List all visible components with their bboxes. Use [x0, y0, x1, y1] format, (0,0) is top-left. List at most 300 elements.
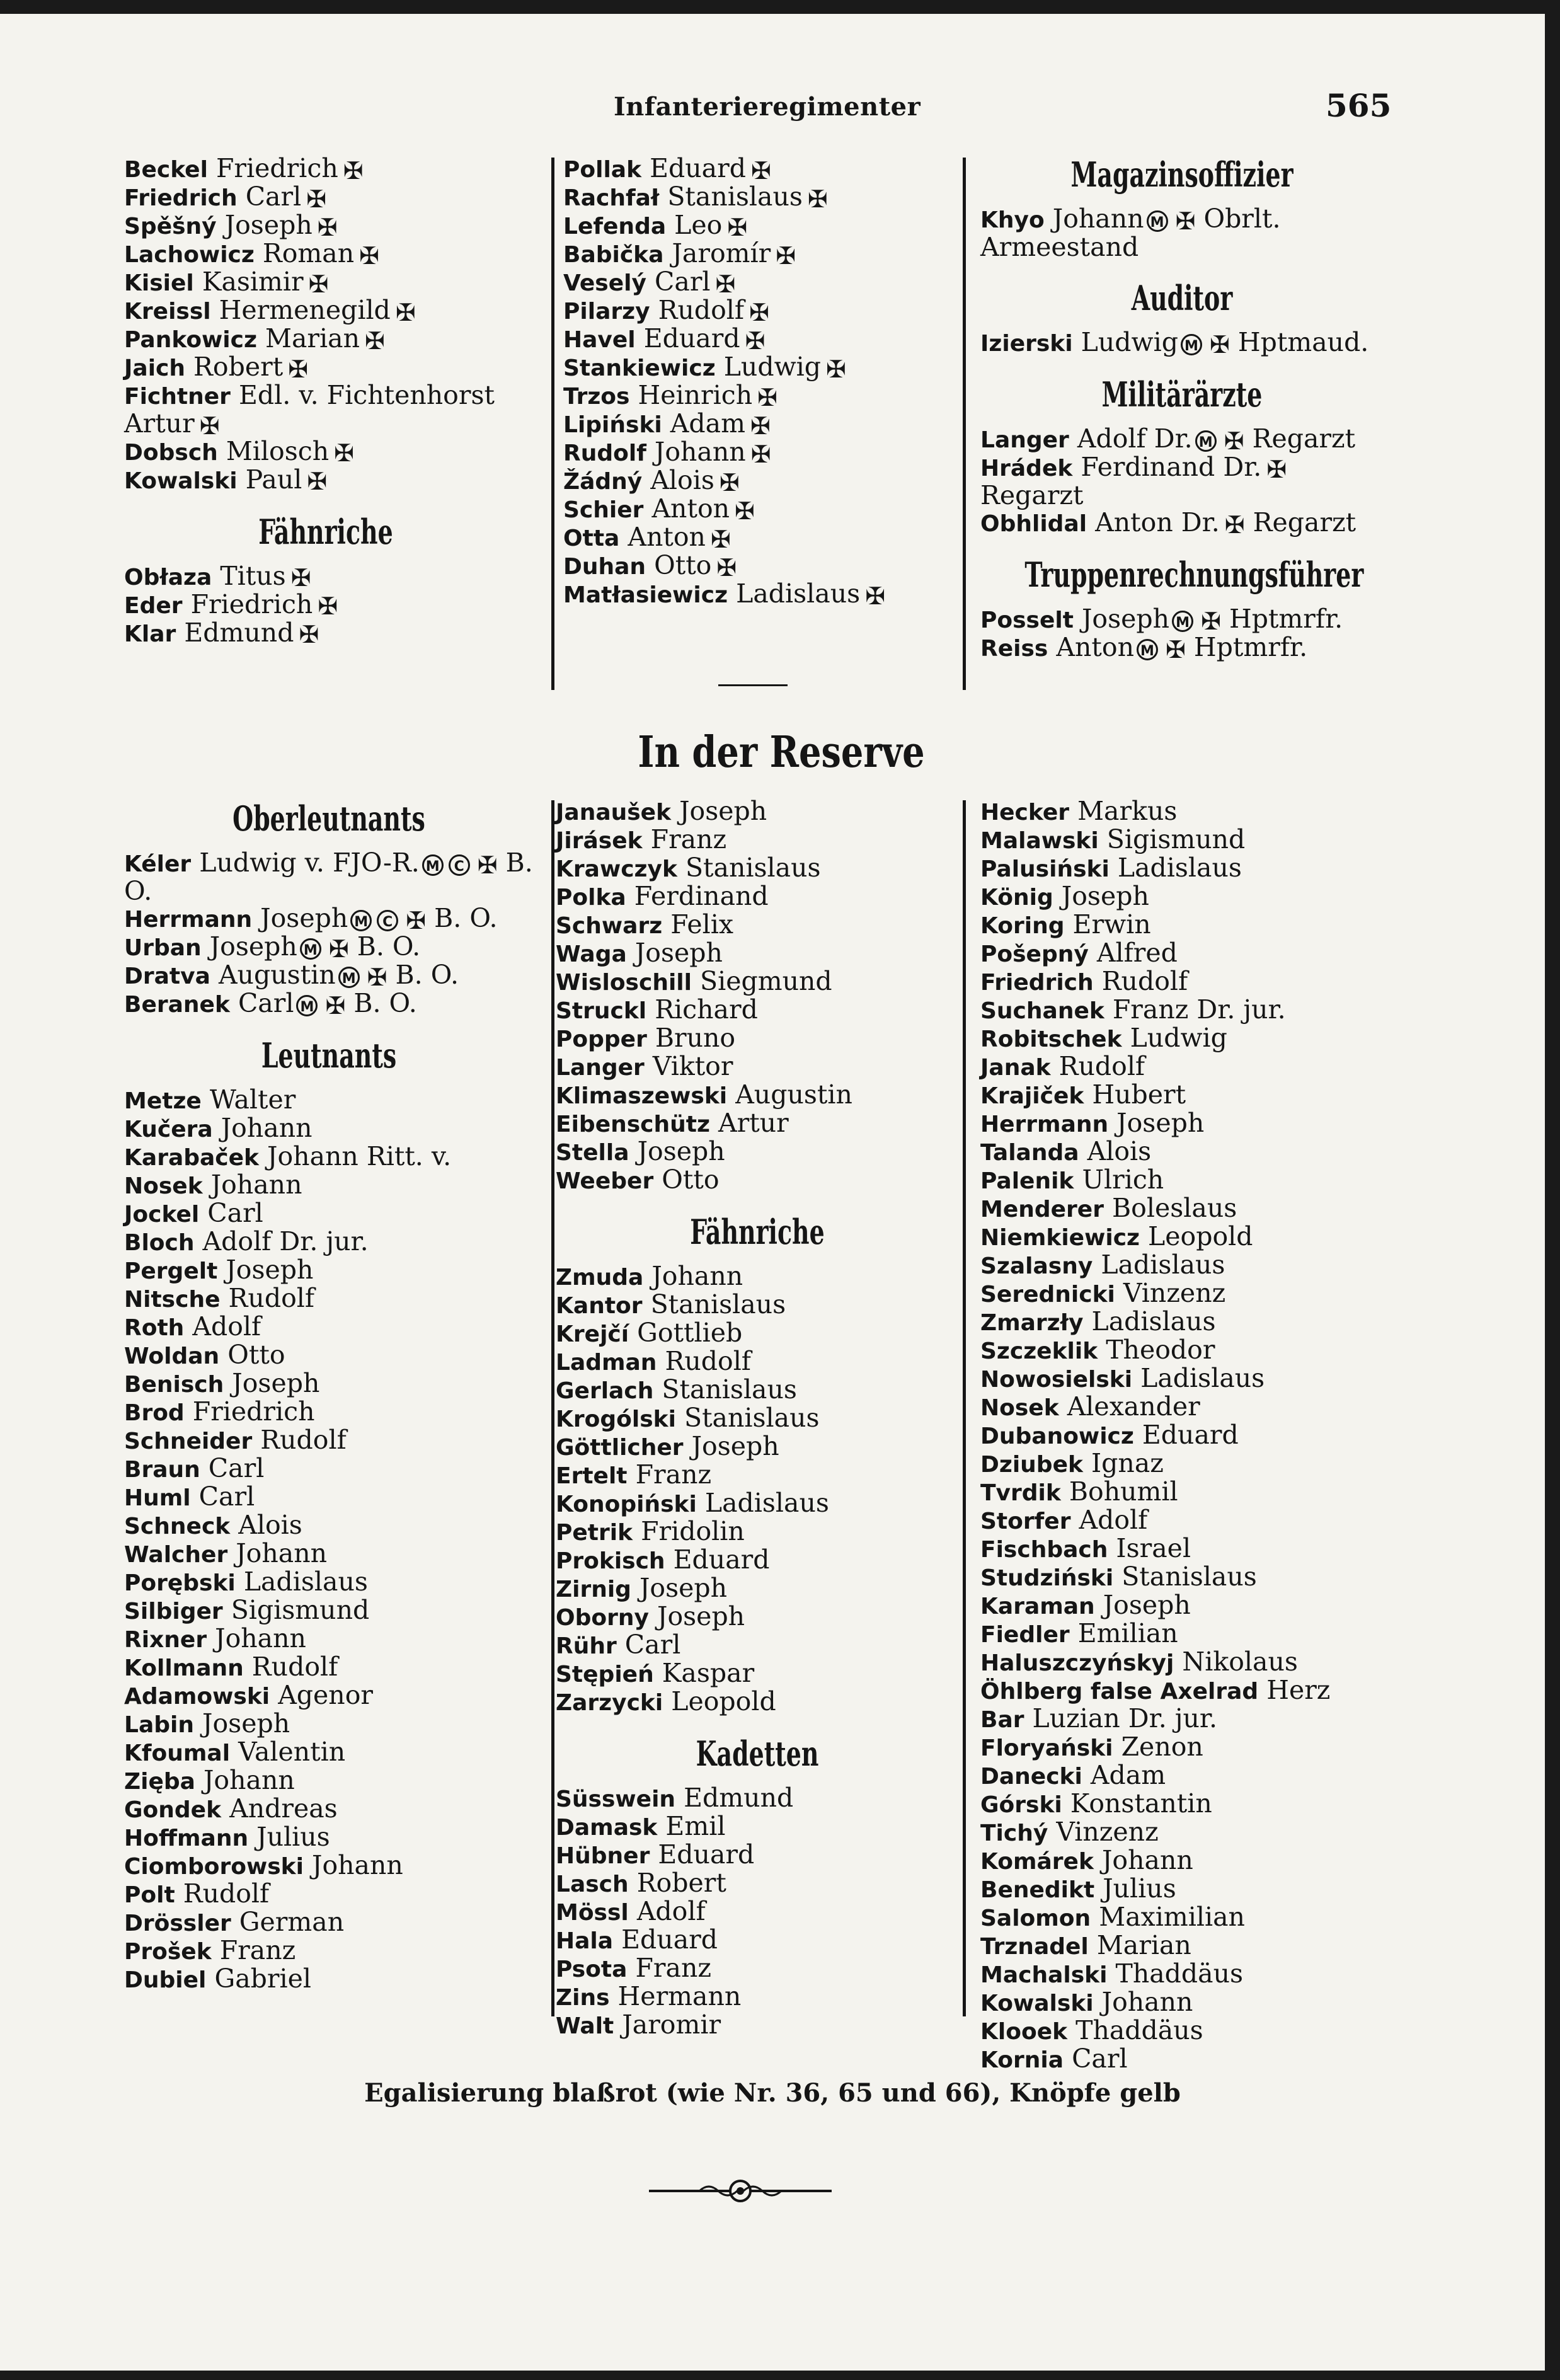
- list-item: [124, 1200, 534, 1228]
- given-name: Stanislaus: [650, 1289, 786, 1319]
- given-name: Vinzenz: [1123, 1278, 1226, 1308]
- given-name: Joseph: [232, 1368, 320, 1398]
- list-item: [556, 1660, 959, 1688]
- surname: Oborny: [556, 1605, 649, 1631]
- given-name: Rudolf: [260, 1425, 347, 1455]
- cross-icon: ✠: [715, 270, 736, 298]
- given-name: Adam: [670, 408, 745, 439]
- list-item: [980, 1166, 1384, 1195]
- surname: Petrik: [556, 1520, 633, 1546]
- surname: Fichtner: [124, 384, 231, 410]
- surname: Górski: [980, 1792, 1062, 1818]
- given-name: Friedrich: [215, 153, 338, 183]
- cross-icon: ✠: [318, 592, 338, 620]
- list-item: [556, 1575, 959, 1603]
- surname: Matłasiewicz: [563, 582, 728, 608]
- list-item: [563, 240, 954, 268]
- surname: Kornia: [980, 2047, 1064, 2073]
- given-name: Joseph: [226, 1255, 314, 1285]
- list-item: [980, 826, 1384, 854]
- surname: Krejčí: [556, 1321, 629, 1347]
- given-name: Adolf Dr.: [1077, 423, 1193, 454]
- list-item: [563, 212, 954, 240]
- surname: Ladman: [556, 1350, 657, 1376]
- list-item: [563, 155, 954, 183]
- surname: Salomon: [980, 1906, 1091, 1931]
- surname: Herrmann: [124, 907, 253, 933]
- list-item: [556, 968, 959, 996]
- surname: Braun: [124, 1457, 200, 1483]
- surname: Hrádek: [980, 456, 1073, 481]
- list-item: [124, 297, 527, 325]
- list-item: [124, 1767, 534, 1795]
- surname: Kučera: [124, 1117, 213, 1142]
- given-name: Stanislaus: [1121, 1561, 1257, 1592]
- given-name: Eduard: [658, 1839, 755, 1870]
- surname: Öhlberg false Axelrad: [980, 1679, 1259, 1705]
- given-name: Johann Ritt. v.: [267, 1141, 452, 1171]
- list-item: [124, 962, 534, 990]
- list-item: [980, 1790, 1384, 1819]
- given-name: Friedrich: [190, 589, 313, 619]
- given-name: Friedrich: [192, 1396, 315, 1427]
- surname: Stępień: [556, 1662, 654, 1687]
- list-item: [556, 1376, 959, 1405]
- medal-m-icon: M: [296, 995, 318, 1016]
- reserve-heading: In der Reserve: [638, 727, 925, 778]
- list-item: [124, 1455, 534, 1483]
- given-name: Thaddäus: [1115, 1958, 1244, 1989]
- list-item: [556, 1025, 959, 1053]
- given-name: Emil: [665, 1811, 726, 1841]
- rank: Regarzt: [1253, 507, 1356, 538]
- list-item: [124, 1313, 534, 1342]
- surname: Pošepný: [980, 941, 1089, 967]
- cross-icon: ✠: [757, 383, 777, 411]
- list-item: [980, 1563, 1384, 1592]
- given-name: Konstantin: [1070, 1788, 1212, 1819]
- surname: Hübner: [556, 1843, 650, 1869]
- surname: Lachowicz: [124, 242, 255, 268]
- given-name: Bruno: [655, 1023, 736, 1053]
- surname: Obhlidal: [980, 511, 1087, 537]
- surname: Dobsch: [124, 439, 218, 466]
- surname: Psota: [556, 1957, 628, 1982]
- surname: Trznadel: [980, 1934, 1089, 1960]
- given-name: Boleslaus: [1112, 1193, 1237, 1223]
- ornament-divider: [649, 2178, 832, 2204]
- surname: Janak: [980, 1055, 1051, 1081]
- given-name: Ludwig: [1130, 1023, 1227, 1053]
- list-item: [124, 1739, 534, 1767]
- list-item: [556, 996, 959, 1025]
- cross-icon: ✠: [735, 497, 755, 525]
- list-item: [124, 1824, 534, 1852]
- section-heading: Fähnriche: [690, 1212, 825, 1252]
- list-item: [556, 1926, 959, 1955]
- bottom-left-column: [124, 798, 534, 1994]
- given-name: Augustin: [218, 960, 336, 990]
- surname: Obłaza: [124, 564, 212, 590]
- given-name: Robert: [636, 1868, 726, 1898]
- given-name: Edmund: [184, 617, 294, 648]
- given-name: Johann: [1052, 204, 1144, 234]
- given-name: Theodor: [1106, 1335, 1215, 1365]
- rank: Hptmrfr.: [1229, 604, 1343, 634]
- given-name: Ludwig: [1081, 327, 1178, 357]
- list-item: [124, 1398, 534, 1427]
- given-name: Joseph: [1061, 881, 1149, 911]
- given-name: Eduard: [673, 1544, 770, 1575]
- surname: Zirnig: [556, 1577, 631, 1602]
- list-item: [124, 1115, 534, 1143]
- list-item: [980, 1081, 1384, 1110]
- given-name: Joseph: [639, 1573, 728, 1603]
- surname: Struckl: [556, 998, 647, 1024]
- list-item: [124, 1370, 534, 1398]
- surname: Jockel: [124, 1202, 200, 1227]
- surname: Duhan: [563, 554, 646, 580]
- surname: Havel: [563, 327, 636, 353]
- list-item: [556, 1546, 959, 1575]
- given-name: Joseph: [691, 1431, 779, 1461]
- list-item: [556, 1785, 959, 1813]
- surname: Palenik: [980, 1168, 1074, 1194]
- surname: Žádný: [563, 469, 643, 495]
- given-name: Anton: [651, 493, 730, 524]
- list-item: [980, 1875, 1384, 1904]
- list-item: [980, 2045, 1384, 2074]
- list-item: [556, 1631, 959, 1660]
- surname: Bar: [980, 1707, 1024, 1733]
- list-item: [980, 940, 1384, 968]
- given-name: Ladislaus: [1140, 1363, 1265, 1393]
- given-name: Carl: [208, 1453, 265, 1483]
- surname: Nitsche: [124, 1287, 221, 1313]
- list-item: [563, 495, 954, 524]
- list-item: [124, 1285, 534, 1313]
- given-name: Ladislaus: [736, 578, 861, 609]
- list-item: [556, 854, 959, 883]
- surname: Schneck: [124, 1514, 231, 1539]
- list-item: [124, 1568, 534, 1597]
- given-name: Hermenegild: [219, 295, 391, 325]
- cross-icon: ✠: [288, 355, 309, 383]
- given-name: Ignaz: [1091, 1448, 1164, 1478]
- given-name: Otto: [662, 1164, 720, 1195]
- surname: Prokisch: [556, 1548, 665, 1574]
- given-name: Joseph: [1081, 604, 1170, 634]
- list-item: [124, 354, 527, 382]
- surname: Nosek: [124, 1173, 203, 1199]
- surname: Klar: [124, 621, 176, 647]
- given-name: Eduard: [621, 1924, 718, 1955]
- given-name: Ludwig v. FJO-R.: [199, 848, 420, 878]
- list-item: [980, 1620, 1384, 1648]
- surname: Beckel: [124, 157, 208, 183]
- given-name: Rudolf: [183, 1878, 270, 1909]
- surname: Schwarz: [556, 913, 663, 939]
- surname: Silbiger: [124, 1599, 223, 1624]
- list-item: [124, 466, 527, 495]
- given-name: Hubert: [1092, 1079, 1186, 1110]
- surname: Lasch: [556, 1871, 629, 1897]
- list-item: [556, 1461, 959, 1490]
- cross-icon: ✠: [406, 906, 427, 934]
- given-name: Johann: [203, 1765, 295, 1795]
- given-name: Carl: [207, 1198, 263, 1228]
- given-name: Joseph: [202, 1708, 290, 1739]
- given-name: Zenon: [1121, 1732, 1203, 1762]
- list-item: [980, 425, 1384, 454]
- given-name: Joseph: [224, 210, 313, 240]
- list-item: [980, 883, 1384, 911]
- given-name: Ulrich: [1082, 1164, 1164, 1195]
- designation: B. O.: [357, 931, 421, 962]
- surname: Lipiński: [563, 412, 662, 438]
- given-name: Rudolf: [658, 295, 745, 325]
- cross-icon: ✠: [317, 213, 338, 241]
- list-item: [563, 354, 954, 382]
- given-name: Stanislaus: [662, 1374, 797, 1405]
- list-item: [556, 940, 959, 968]
- column-divider: [963, 800, 966, 2016]
- list-item: [124, 212, 527, 240]
- given-name: Julius: [256, 1822, 330, 1852]
- list-item: [563, 467, 954, 495]
- given-name: Franz: [650, 824, 727, 854]
- list-item: [124, 1852, 534, 1880]
- given-name: Carl: [238, 988, 294, 1018]
- surname: Rudolf: [563, 440, 646, 466]
- list-item: [980, 1819, 1384, 1847]
- designation: B. O.: [353, 988, 417, 1018]
- given-name: Jaromír: [672, 238, 771, 268]
- list-item: [124, 1965, 534, 1994]
- surname: Damask: [556, 1815, 658, 1841]
- given-name: Nikolaus: [1182, 1647, 1298, 1677]
- surname: Adamowski: [124, 1684, 270, 1710]
- surname: Dubiel: [124, 1967, 207, 1993]
- cross-icon: ✠: [750, 156, 771, 185]
- list-item: [980, 1705, 1384, 1733]
- given-name: Carl: [198, 1481, 255, 1512]
- given-name: Franz: [635, 1459, 712, 1490]
- list-item: [556, 1870, 959, 1898]
- cross-icon: ✠: [1224, 510, 1245, 539]
- given-name: Joseph: [679, 796, 767, 826]
- list-item: [556, 1405, 959, 1433]
- surname: Danecki: [980, 1764, 1082, 1790]
- surname: Szczeklik: [980, 1338, 1098, 1364]
- given-name: Rudolf: [1058, 1051, 1145, 1081]
- running-title: Infanterieregimenter: [614, 92, 921, 122]
- given-name: Eduard: [1142, 1420, 1239, 1450]
- list-item: [556, 1813, 959, 1841]
- surname: Roth: [124, 1315, 185, 1341]
- surname: Kantor: [556, 1293, 643, 1319]
- list-item: [556, 1263, 959, 1291]
- given-name: Fridolin: [641, 1516, 745, 1546]
- list-item: [980, 968, 1384, 996]
- list-item: [980, 1195, 1384, 1223]
- medal-m-icon: M: [1181, 334, 1202, 355]
- given-name: Ferdinand Dr.: [1081, 452, 1262, 482]
- given-name: Emilian: [1077, 1618, 1178, 1648]
- surname: Zins: [556, 1985, 610, 2011]
- given-name: Thaddäus: [1075, 2015, 1203, 2045]
- list-item: [556, 1955, 959, 1983]
- given-name: Walter: [209, 1084, 296, 1115]
- list-item: [980, 1932, 1384, 1960]
- given-name: Viktor: [652, 1051, 733, 1081]
- surname: Langer: [556, 1055, 645, 1081]
- list-item: [124, 1086, 534, 1115]
- surname: Rühr: [556, 1633, 617, 1659]
- surname: Mössl: [556, 1900, 629, 1926]
- cross-icon: ✠: [334, 439, 354, 467]
- given-name: Felix: [670, 909, 734, 940]
- list-item: [556, 1081, 959, 1110]
- given-name: Joseph: [634, 938, 723, 968]
- list-item: [556, 1138, 959, 1166]
- cross-icon: ✠: [1224, 427, 1244, 455]
- rank: Hptmrfr.: [1193, 632, 1308, 662]
- given-name: Johann: [1101, 1845, 1193, 1875]
- list-item: [980, 1648, 1384, 1677]
- given-name: Richard: [655, 994, 758, 1025]
- surname: Kollmann: [124, 1655, 244, 1681]
- list-item: [980, 1110, 1384, 1138]
- given-name: Jaromir: [622, 2009, 721, 2040]
- surname: Pankowicz: [124, 327, 257, 353]
- surname: Reiss: [980, 636, 1048, 662]
- list-item: [980, 1308, 1384, 1337]
- given-name: Johann: [651, 1261, 743, 1291]
- medal-m-icon: M: [1172, 611, 1193, 632]
- cross-icon: ✠: [716, 553, 737, 582]
- cross-icon: ✠: [199, 411, 220, 440]
- surname: Weeber: [556, 1168, 654, 1194]
- medal-m-icon: M: [300, 938, 321, 960]
- list-item: [980, 1393, 1384, 1422]
- list-item: [124, 1143, 534, 1171]
- page-header: [0, 87, 1545, 136]
- surname: Suchanek: [980, 998, 1104, 1024]
- surname: Haluszczyńskyj: [980, 1650, 1174, 1676]
- surname: Krogólski: [556, 1406, 676, 1432]
- list-item: [556, 883, 959, 911]
- cross-icon: ✠: [1175, 207, 1196, 235]
- surname: Polt: [124, 1882, 175, 1908]
- list-item: [124, 1909, 534, 1937]
- list-item: [124, 240, 527, 268]
- list-item: [124, 1228, 534, 1256]
- list-item: [980, 1251, 1384, 1280]
- surname: Malawski: [980, 828, 1099, 854]
- surname: Prošek: [124, 1939, 212, 1965]
- surname: Pergelt: [124, 1258, 218, 1284]
- list-item: [124, 325, 527, 354]
- surname: Kowalski: [980, 1991, 1094, 2016]
- surname: Machalski: [980, 1962, 1108, 1988]
- cross-icon: ✠: [807, 185, 828, 213]
- cross-icon: ✠: [290, 564, 311, 592]
- surname: Studziński: [980, 1565, 1114, 1591]
- given-name: Artur: [718, 1108, 789, 1138]
- surname: Langer: [980, 427, 1069, 453]
- given-name: Herz: [1266, 1675, 1331, 1705]
- given-name: Leo: [674, 210, 723, 240]
- surname: Storfer: [980, 1509, 1071, 1534]
- surname: Karabaček: [124, 1145, 259, 1171]
- surname: Gondek: [124, 1797, 222, 1823]
- list-item: [980, 1960, 1384, 1989]
- surname: Dziubek: [980, 1452, 1083, 1478]
- surname: Kreissl: [124, 299, 211, 325]
- list-item: [980, 1847, 1384, 1875]
- medal-m-icon: M: [350, 910, 372, 931]
- list-item: [556, 911, 959, 940]
- cross-icon: ✠: [710, 525, 731, 553]
- page-number: 565: [1326, 87, 1392, 124]
- document-page: [0, 14, 1545, 2371]
- cross-icon: ✠: [299, 621, 319, 648]
- given-name: Adolf: [1079, 1505, 1148, 1535]
- given-name: Carl: [624, 1630, 681, 1660]
- surname: Herrmann: [980, 1112, 1109, 1137]
- surname: Labin: [124, 1712, 194, 1738]
- surname: Huml: [124, 1485, 191, 1511]
- list-item: [124, 1256, 534, 1285]
- surname: Janaušek: [556, 800, 672, 825]
- surname: Walt: [556, 2013, 614, 2039]
- list-item: [556, 1518, 959, 1546]
- surname: Dratva: [124, 963, 210, 989]
- list-item: [124, 990, 534, 1018]
- list-item: [563, 410, 954, 439]
- cross-icon: ✠: [865, 582, 886, 610]
- surname: Zmarzły: [980, 1310, 1084, 1336]
- list-item: [124, 1625, 534, 1653]
- surname: Karaman: [980, 1594, 1095, 1619]
- given-name: Bohumil: [1069, 1476, 1178, 1507]
- given-name: Rudolf: [665, 1346, 751, 1376]
- surname: Fiedler: [980, 1622, 1070, 1648]
- list-item: [124, 382, 527, 438]
- list-item: [980, 854, 1384, 883]
- given-name: Robert: [193, 352, 284, 382]
- list-item: [980, 1053, 1384, 1081]
- list-item: [124, 905, 534, 933]
- designation: B. O.: [395, 960, 459, 990]
- given-name: Marian: [265, 323, 360, 354]
- medal-m-icon: M: [338, 967, 360, 988]
- given-name: Kaspar: [662, 1658, 755, 1688]
- given-name: Joseph: [1116, 1108, 1205, 1138]
- top-right-column: [980, 154, 1384, 662]
- surname: Jirásek: [556, 828, 643, 854]
- list-item: [980, 1733, 1384, 1762]
- surname: Babička: [563, 242, 664, 268]
- list-item: [980, 1422, 1384, 1450]
- surname: Kowalski: [124, 468, 238, 494]
- given-name: Joseph: [209, 931, 297, 962]
- list-item: [980, 1989, 1384, 2017]
- surname: Urban: [124, 935, 202, 961]
- surname: Schier: [563, 497, 644, 523]
- surname: Otta: [563, 526, 620, 551]
